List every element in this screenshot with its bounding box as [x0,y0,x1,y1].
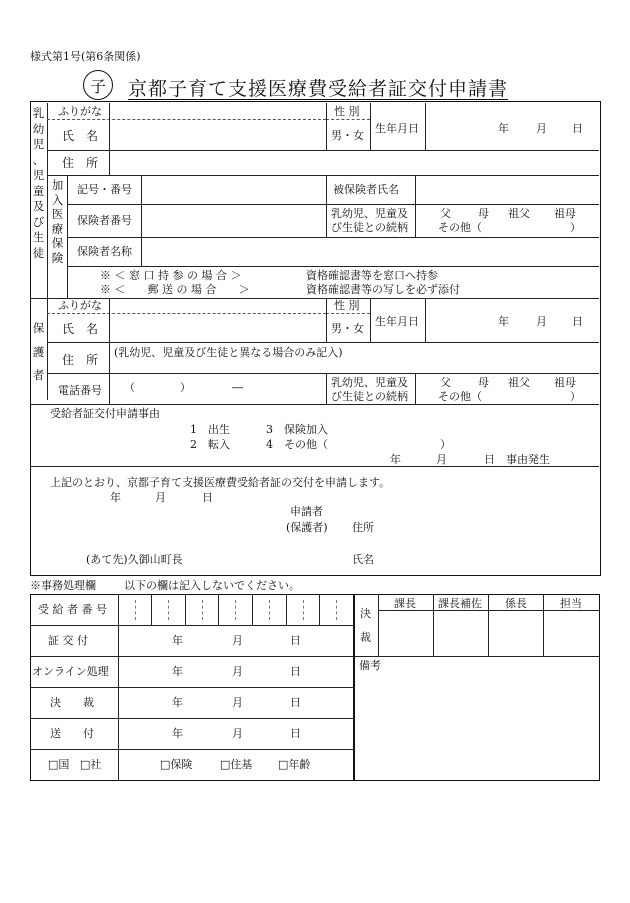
applicant-name-label: 氏名 [352,553,374,566]
reason-option-birth[interactable]: 1 出生 [190,423,230,436]
child-address-label: 住 所 [62,156,99,170]
page-title: 京都子育て支援医療費受給者証交付申請書 [128,78,509,100]
guardian-dob-label: 生年月日 [375,315,419,328]
guardian-rel-other-close: ） [570,390,581,403]
remarks-label: 備考 [359,659,381,672]
note-window-label: ※ ＜ 窓 口 持 参 の 場 合 ＞ [100,269,242,282]
reason-other-close: ） [440,438,451,451]
phone-open-paren: （ [124,381,135,394]
approver-deputy-chief: 課長補佐 [438,597,482,610]
guardian-address-note: (乳幼児、児童及び生徒と異なる場合のみ記入) [114,346,343,359]
reason-event: 事由発生 [506,453,550,466]
insurer-number-field[interactable] [143,206,324,236]
check-insurance[interactable]: □ 保険 [160,759,192,770]
reason-year: 年 [390,453,401,466]
reason-month: 月 [436,453,447,466]
guardian-relation-label-1: 乳幼児、児童及 [331,376,408,389]
child-rel-grandfather[interactable]: 祖父 [508,207,530,220]
reason-option-other[interactable]: 4 その他（ [266,438,328,451]
decision-label: 決 裁 [50,696,94,709]
child-dob-year: 年 [498,122,509,135]
cert-issue-label: 証 交 付 [48,634,88,647]
approval-table [353,594,600,781]
child-dob-month: 月 [536,122,547,135]
addressee: (あて先)久御山町長 [86,553,183,566]
child-gender-label: 性 別 [334,105,360,118]
insurer-name-field[interactable] [143,239,597,265]
decision-year: 年 [172,696,183,709]
child-dob-day: 日 [572,122,583,135]
child-name-field[interactable] [111,121,323,148]
symbol-number-field[interactable] [143,177,324,203]
check-social[interactable]: □ 社 [80,759,101,770]
child-address-field[interactable] [111,152,597,174]
cert-issue-year: 年 [172,634,183,647]
declaration-day: 日 [202,491,213,504]
child-rel-other[interactable]: その他（ [438,221,482,234]
symbol-number-label: 記号・番号 [77,183,132,196]
guardian-group-label: 保 護 者 [32,321,45,382]
guardian-relation-label-2: び生徒との続柄 [331,390,408,403]
approver-section-chief: 課長 [394,597,416,610]
note-mail-text: 資格確認書等の写しを必ず添付 [306,283,460,296]
send-day: 日 [290,727,301,740]
phone-dash: ― [232,381,243,394]
office-use-heading: ※事務処理欄 [30,579,96,592]
guardian-address-label: 住 所 [62,353,99,367]
guardian-rel-mother[interactable]: 母 [478,376,489,389]
approver-staff: 担当 [560,597,582,610]
guardian-dob-day: 日 [572,315,583,328]
applicant-label: 申請者 [290,505,323,518]
insured-name-field[interactable] [417,177,597,203]
guardian-name-field[interactable] [111,315,323,341]
online-month: 月 [232,665,243,678]
cert-issue-day: 日 [290,634,301,647]
child-rel-grandmother[interactable]: 祖母 [554,207,576,220]
approval-label-top: 決 [360,607,371,620]
insured-name-label: 被保険者氏名 [333,183,399,196]
online-year: 年 [172,665,183,678]
child-furigana-label: ふりがな [58,105,102,118]
guardian-furigana-label: ふりがな [58,299,102,312]
reason-option-insurance[interactable]: 3 保険加入 [266,423,328,436]
applicant-address-label: 住所 [352,521,374,534]
guardian-rel-father[interactable]: 父 [440,376,451,389]
send-label: 送 付 [50,727,94,740]
insurer-number-label: 保険者番号 [77,214,132,227]
guardian-address-field[interactable] [111,360,597,372]
online-label: オンライン処理 [32,665,109,678]
cert-issue-month: 月 [232,634,243,647]
declaration-year: 年 [110,491,121,504]
child-group-label: 乳 幼 児 、 児 童 及 び 生 徒 [32,106,45,260]
phone-label: 電話番号 [58,384,102,397]
applicant-name-field[interactable] [380,549,594,567]
reason-day: 日 [484,453,495,466]
guardian-gender-label: 性 別 [334,299,360,312]
child-relation-label-2: び生徒との続柄 [331,221,408,234]
insurer-name-label: 保険者名称 [77,245,132,258]
office-use-instruction: 以下の欄は記入しないでください。 [124,579,300,592]
approver-subsection-chief: 係長 [505,597,527,610]
phone-field[interactable] [111,375,324,403]
phone-close-paren: ） [180,381,191,394]
circle-kanji: 子 [83,70,113,100]
recipient-number-label: 受 給 者 番 号 [38,603,107,616]
declaration-text: 上記のとおり、京都子育て支援医療費受給者証の交付を申請します。 [50,476,391,489]
guardian-rel-grandmother[interactable]: 祖母 [554,376,576,389]
check-age[interactable]: □ 年齢 [278,759,310,770]
child-relation-label-1: 乳幼児、児童及 [331,207,408,220]
reason-label: 受給者証交付申請事由 [50,407,160,420]
decision-month: 月 [232,696,243,709]
form-number: 様式第1号(第6条関係) [30,50,141,63]
approval-label-bottom: 裁 [360,631,371,644]
guardian-name-label: 氏 名 [62,322,99,336]
decision-day: 日 [290,696,301,709]
guardian-rel-grandfather[interactable]: 祖父 [508,376,530,389]
online-day: 日 [290,665,301,678]
child-dob-label: 生年月日 [375,122,419,135]
child-rel-other-close: ） [570,221,581,234]
send-year: 年 [172,727,183,740]
guardian-paren-label: (保護者) [286,521,328,534]
child-name-label: 氏 名 [62,129,99,143]
reason-option-move-in[interactable]: 2 転入 [190,438,230,451]
guardian-rel-other[interactable]: その他（ [438,390,482,403]
insurance-group-label: 加 入 医 療 保 険 [51,178,64,265]
applicant-address-field[interactable] [380,517,594,535]
note-mail-label: ※ ＜ 郵 送 の 場 合 ＞ [100,283,250,296]
note-window-text: 資格確認書等を窓口へ持参 [306,269,438,282]
check-national[interactable]: □ 国 [48,759,69,770]
child-rel-mother[interactable]: 母 [478,207,489,220]
check-residence[interactable]: □ 住基 [220,759,252,770]
guardian-dob-month: 月 [536,315,547,328]
declaration-month: 月 [155,491,166,504]
guardian-dob-year: 年 [498,315,509,328]
child-gender-value[interactable]: 男・女 [331,129,364,142]
child-rel-father[interactable]: 父 [440,207,451,220]
guardian-gender-value[interactable]: 男・女 [331,322,364,335]
send-month: 月 [232,727,243,740]
